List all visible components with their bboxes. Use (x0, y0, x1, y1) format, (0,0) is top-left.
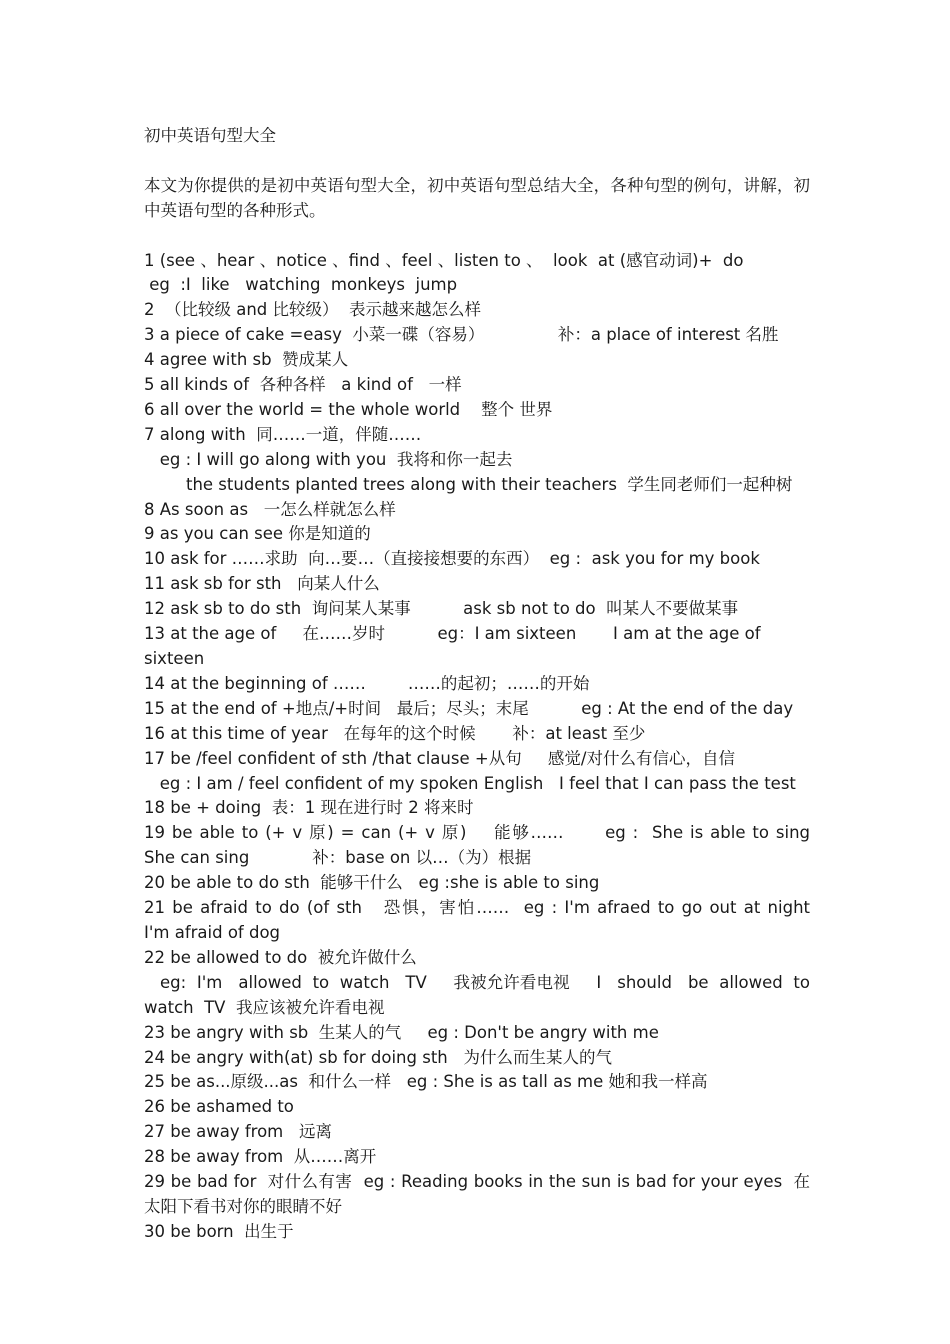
list-line: eg : I am / feel confident of my spoken English I feel that I can pass the test (144, 773, 796, 793)
list-line: 20 be able to do sth 能够干什么 eg :she is able to sing (144, 873, 600, 893)
list-line: 10 ask for ……求助 向…要…（直接接想要的东西） eg : ask you for my book (144, 549, 760, 569)
list-line: 4 agree with sb 赞成某人 (144, 350, 349, 370)
list-line: 12 ask sb to do sth 询问某人某事 ask sb not to do 叫某人不要做某事 (144, 599, 739, 619)
list-line: 21 be afraid to do (of sth 恐惧，害怕…… eg : I'm afraed to go out at night I'm afraid of dog (144, 898, 842, 942)
document-intro: 本文为你提供的是初中英语句型大全，初中英语句型总结大全，各种句型的例句，讲解，初中英语句型的各种形式。 (144, 175, 810, 220)
list-line: 29 be bad for 对什么有害 eg : Reading books in the sun is bad for your eyes 在太阳下看书对你的眼睛不好 (144, 1172, 810, 1216)
list-line: 14 at the beginning of …… ……的起初；……的开始 (144, 673, 590, 693)
document-body (144, 124, 863, 1245)
list-line: 23 be angry with sb 生某人的气 eg : Don't be angry with me (144, 1022, 659, 1042)
list-line: 28 be away from 从……离开 (144, 1147, 377, 1167)
list-line: 1 (see 、hear 、notice 、find 、feel 、listen to 、 look at (感官动词)+ do (144, 250, 744, 270)
list-line: 30 be born 出生于 (144, 1221, 294, 1241)
document-title: 初中英语句型大全 (144, 126, 276, 145)
list-line: 24 be angry with(at) sb for doing sth 为什么而生某人的气 (144, 1047, 612, 1067)
list-line: 15 at the end of +地点/+时间 最后；尽头；末尾 eg : At the end of the day (144, 698, 794, 718)
list-line: 3 a piece of cake =easy 小菜一碟（容易） 补：a place of interest 名胜 (144, 325, 779, 345)
list-line: 7 along with 同……一道，伴随…… (144, 424, 422, 444)
list-line: eg :I like watching monkeys jump (144, 275, 458, 295)
list-line: 9 as you can see 你是知道的 (144, 524, 371, 544)
list-line: 8 As soon as 一怎么样就怎么样 (144, 499, 396, 519)
list-line: 27 be away from 远离 (144, 1122, 332, 1142)
list-line: 17 be /feel confident of sth /that clause +从句 感觉/对什么有信心，自信 (144, 748, 735, 768)
sentence-pattern-list (144, 249, 863, 1245)
list-line: the students planted trees along with their teachers 学生同老师们一起种树 (144, 474, 793, 494)
list-line: 6 all over the world = the whole world 整个 世界 (144, 399, 553, 419)
list-line: 25 be as...原级...as 和什么一样 eg : She is as tall as me 她和我一样高 (144, 1072, 708, 1092)
list-line: 19 be able to (+ v 原) = can (+ v 原) 能够…… eg : She is able to sing She can sing 补：base on 以…（为）根据 (144, 823, 863, 868)
list-line: 11 ask sb for sth 向某人什么 (144, 574, 380, 594)
list-line: 2 （比较级 and 比较级） 表示越来越怎么样 (144, 300, 482, 320)
list-line: 22 be allowed to do 被允许做什么 (144, 947, 417, 967)
list-line: eg: I'm allowed to watch TV 我被允许看电视 I should be allowed to watch TV 我应该被允许看电视 (144, 972, 816, 1017)
list-line: 5 all kinds of 各种各样 a kind of 一样 (144, 375, 462, 395)
list-line: 13 at the age of 在……岁时 eg：I am sixteen I am at the age of sixteen (144, 624, 766, 668)
list-line: 18 be + doing 表：1 现在进行时 2 将来时 (144, 798, 474, 818)
list-line: 26 be ashamed to (144, 1097, 294, 1117)
list-line: 16 at this time of year 在每年的这个时候 补：at least 至少 (144, 723, 646, 743)
list-line: eg : I will go along with you 我将和你一起去 (144, 449, 513, 469)
